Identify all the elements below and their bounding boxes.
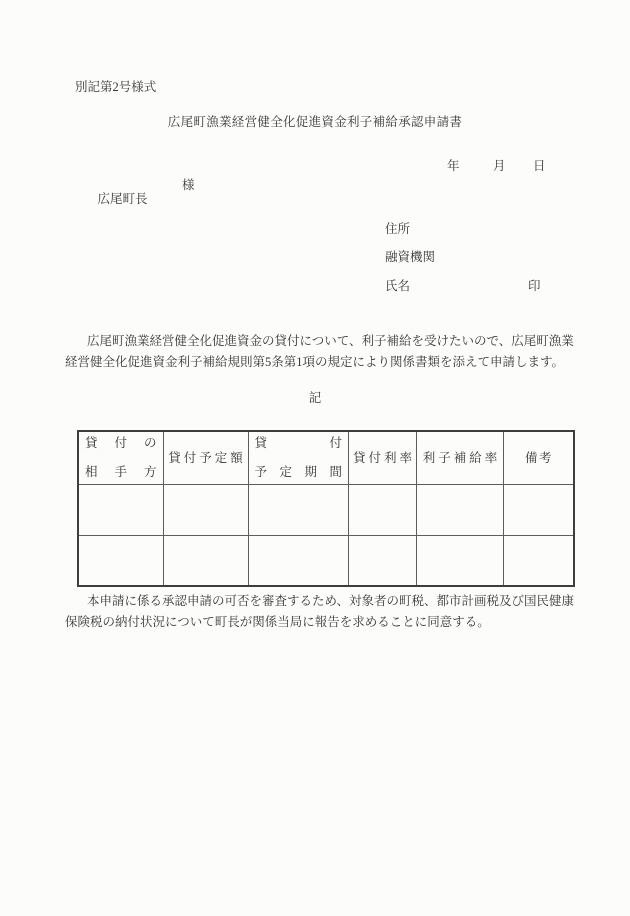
body-paragraph-line: 広尾町漁業経営健全化促進資金の貸付について、利子補給を受けたいので、広尾町漁業 (87, 334, 574, 348)
header-line: 貸 付 (254, 436, 343, 450)
table-cell (163, 536, 248, 586)
date-year-label: 年 (447, 159, 460, 173)
header-remarks: 備考 (504, 431, 574, 485)
body-paragraph (65, 331, 574, 372)
table-cell (248, 485, 349, 536)
date-line (447, 159, 547, 173)
addressee-line (85, 178, 195, 234)
record-heading: 記 (308, 391, 322, 405)
header-loan-counterparty (78, 431, 163, 485)
form-number: 別記第2号様式 (75, 80, 157, 94)
date-day-label: 日 (533, 159, 546, 173)
table-cell (417, 536, 504, 586)
header-line: 予 定 期 間 (254, 465, 343, 479)
header-interest-subsidy-rate: 利子補給率 (417, 431, 504, 485)
addressee-honorific: 様 (182, 178, 195, 192)
header-line: 貸 付 の (85, 436, 157, 450)
consent-paragraph-line: 本申請に係る承認申請の可否を審査するため、対象者の町税、都市計画税及び国民健康 (87, 594, 575, 608)
financial-institution-label: 融資機関 (385, 250, 436, 264)
table-row (78, 536, 574, 586)
table-header-row (78, 431, 574, 485)
table-cell (349, 485, 417, 536)
header-loan-interest-rate: 貸付利率 (349, 431, 417, 485)
consent-paragraph-line: 保険税の納付状況について町長が関係当局に報告を求めることに同意する。 (65, 614, 490, 629)
addressee-name: 広尾町長 (97, 192, 148, 206)
body-paragraph-line: 経営健全化促進資金利子補給規則第5条第1項の規定により関係書類を添えて申請します。 (65, 354, 565, 369)
table-row (78, 485, 574, 536)
table-cell (78, 485, 163, 536)
table-cell (163, 485, 248, 536)
name-label: 氏名 (385, 279, 411, 293)
address-label: 住所 (385, 222, 411, 236)
table-cell (417, 485, 504, 536)
table-cell (78, 536, 163, 586)
header-planned-loan-period (248, 431, 349, 485)
document-title: 広尾町漁業経営健全化促進資金利子補給承認申請書 (167, 115, 463, 129)
loan-details-table (77, 430, 575, 587)
seal-label: 印 (528, 279, 541, 293)
table-cell (504, 485, 574, 536)
date-month-label: 月 (493, 159, 506, 173)
table-cell (248, 536, 349, 586)
table-cell (349, 536, 417, 586)
consent-paragraph (65, 591, 575, 632)
header-line: 相 手 方 (85, 465, 157, 479)
table-cell (504, 536, 574, 586)
header-planned-loan-amount: 貸付予定額 (163, 431, 248, 485)
